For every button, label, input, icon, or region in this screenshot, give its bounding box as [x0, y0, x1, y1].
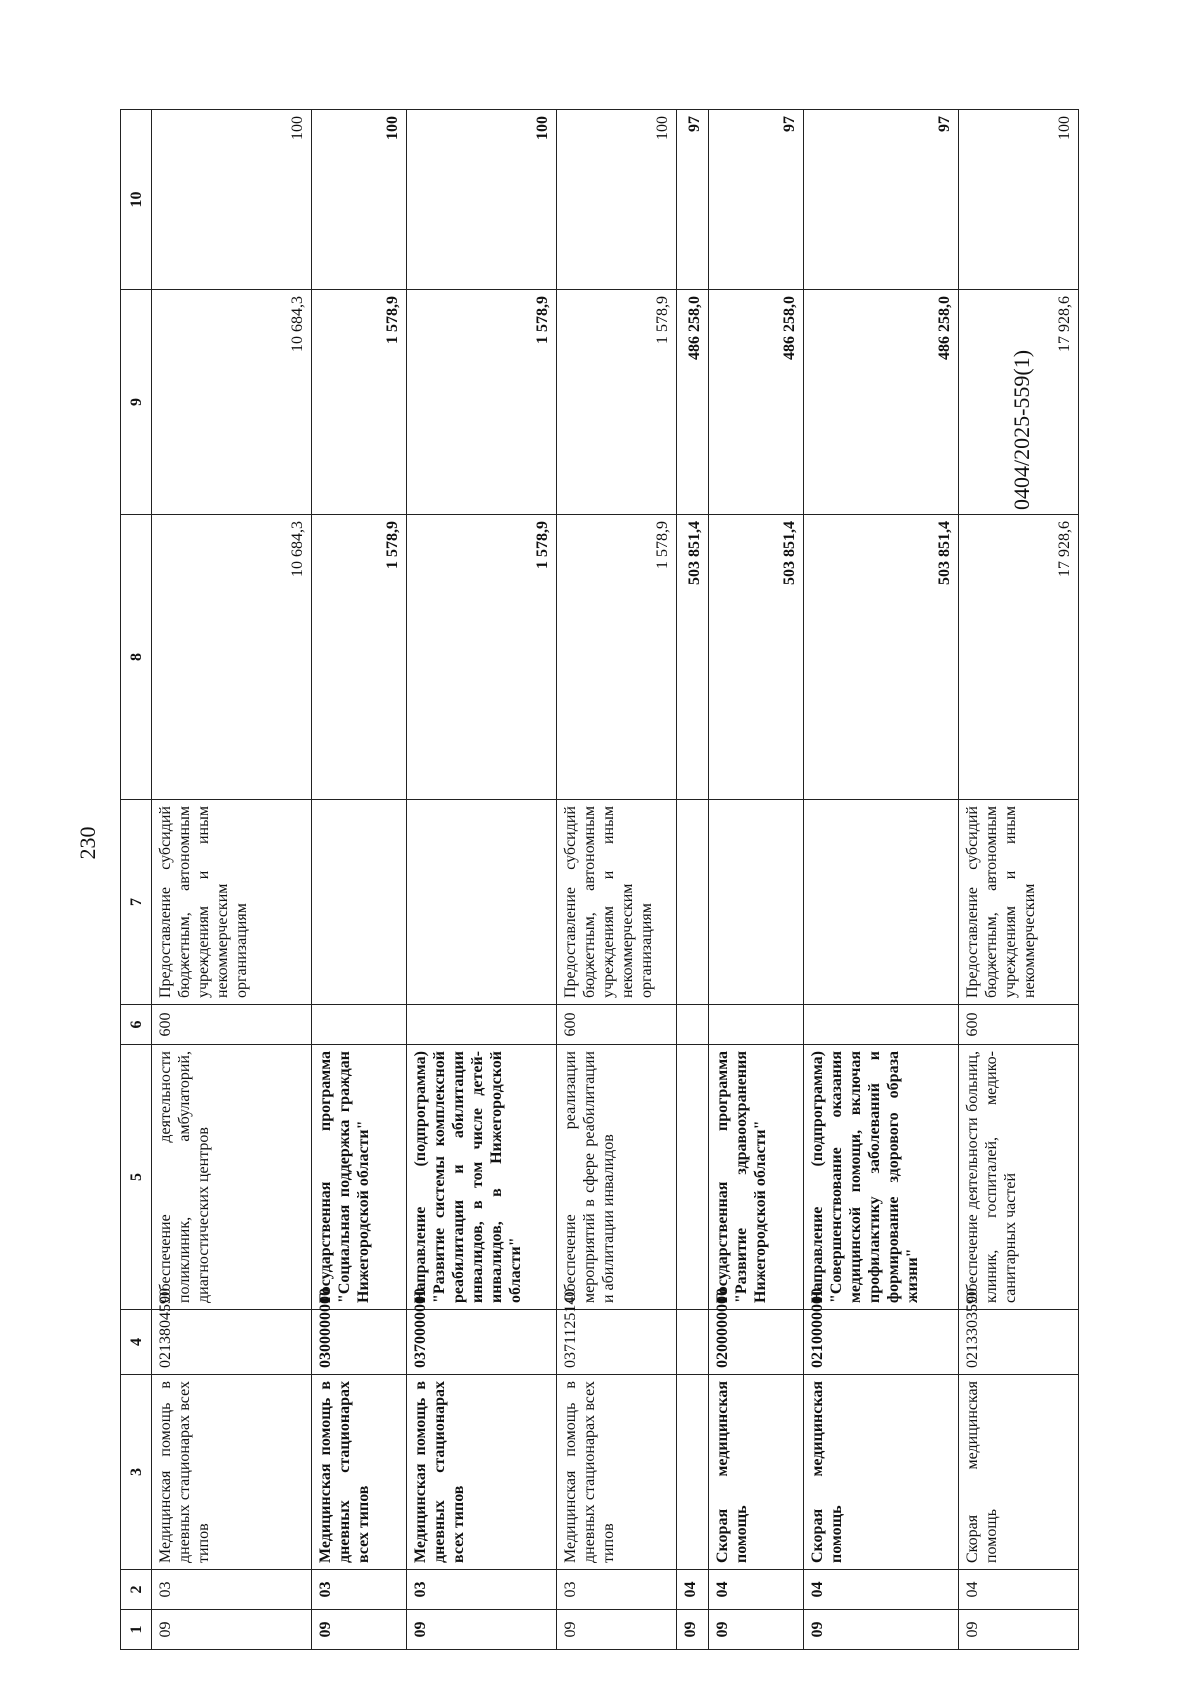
subsection-cell: 03	[152, 1570, 312, 1610]
header-cell: 1	[121, 1610, 152, 1650]
subsection-name-cell: Скорая медицинская помощь	[959, 1375, 1079, 1570]
header-cell: 9	[121, 290, 152, 515]
table-row	[407, 110, 557, 1650]
table-row	[152, 110, 312, 1650]
subsection-name-cell: Медицинская помощь в дневных стационарах всех типов	[312, 1375, 407, 1570]
expense-type-name-cell	[407, 800, 557, 1005]
header-cell: 10	[121, 110, 152, 290]
article-name-cell: Государственная программа "Социальная поддержка граждан Нижегородской области"	[312, 1045, 407, 1310]
expense-type-name-cell	[312, 800, 407, 1005]
header-cell: 4	[121, 1310, 152, 1375]
target-article-cell: 0213804590	[152, 1310, 312, 1375]
executed-amount-cell: 486 258,0	[709, 290, 804, 515]
percent-cell: 100	[407, 110, 557, 290]
expense-type-cell	[677, 1005, 709, 1045]
subsection-name-cell: Медицинская помощь в дневных стационарах всех типов	[407, 1375, 557, 1570]
planned-amount-cell: 1 578,9	[312, 515, 407, 800]
expense-type-cell: 600	[152, 1005, 312, 1045]
subsection-cell: 03	[312, 1570, 407, 1610]
expense-type-cell	[709, 1005, 804, 1045]
executed-amount-cell: 1 578,9	[312, 290, 407, 515]
percent-cell: 97	[709, 110, 804, 290]
section-cell: 09	[557, 1610, 677, 1650]
executed-amount-cell: 1 578,9	[407, 290, 557, 515]
target-article-cell: 0200000000	[709, 1310, 804, 1375]
header-cell: 7	[121, 800, 152, 1005]
table-row	[959, 110, 1079, 1650]
target-article-cell: 0300000000	[312, 1310, 407, 1375]
expense-type-name-cell	[804, 800, 959, 1005]
subsection-name-cell: Скорая медицинская помощь	[709, 1375, 804, 1570]
target-article-cell: 0370000000	[407, 1310, 557, 1375]
table-row	[312, 110, 407, 1650]
article-name-cell: Направление (подпрограмма) "Развитие системы комплексной реабилитации и абилитации инвалидов, в том числе детей-инвалидов, в Нижегородской области"	[407, 1045, 557, 1310]
section-cell: 09	[407, 1610, 557, 1650]
section-cell: 09	[959, 1610, 1079, 1650]
subsection-cell: 04	[677, 1570, 709, 1610]
percent-cell: 97	[804, 110, 959, 290]
header-cell: 3	[121, 1375, 152, 1570]
executed-amount-cell: 10 684,3	[152, 290, 312, 515]
budget-table-rotated	[120, 110, 1075, 1650]
executed-amount-cell: 486 258,0	[804, 290, 959, 515]
article-name-cell: Направление (подпрограмма) "Совершенствование оказания медицинской помощи, включая профилактику заболеваний и формирование здорового образа жизни"	[804, 1045, 959, 1310]
expense-type-cell	[804, 1005, 959, 1045]
section-cell: 09	[677, 1610, 709, 1650]
expense-type-name-cell	[677, 800, 709, 1005]
section-cell: 09	[312, 1610, 407, 1650]
executed-amount-cell: 1 578,9	[557, 290, 677, 515]
header-cell: 2	[121, 1570, 152, 1610]
planned-amount-cell: 1 578,9	[557, 515, 677, 800]
planned-amount-cell: 503 851,4	[709, 515, 804, 800]
percent-cell: 100	[312, 110, 407, 290]
budget-table	[120, 109, 1079, 1650]
header-row	[121, 110, 152, 1650]
section-cell: 09	[804, 1610, 959, 1650]
article-name-cell: Обеспечение деятельности больниц, клиник, госпиталей, медико-санитарных частей	[959, 1045, 1079, 1310]
planned-amount-cell: 503 851,4	[677, 515, 709, 800]
header-cell: 8	[121, 515, 152, 800]
subsection-name-cell: Скорая медицинская помощь	[804, 1375, 959, 1570]
executed-amount-cell: 17 928,6	[959, 290, 1079, 515]
target-article-cell: 0213303590	[959, 1310, 1079, 1375]
section-cell: 09	[709, 1610, 804, 1650]
expense-type-name-cell	[709, 800, 804, 1005]
planned-amount-cell: 1 578,9	[407, 515, 557, 800]
executed-amount-cell: 486 258,0	[677, 290, 709, 515]
target-article-cell: 0210000000	[804, 1310, 959, 1375]
header-cell: 5	[121, 1045, 152, 1310]
target-article-cell	[677, 1310, 709, 1375]
table-row	[709, 110, 804, 1650]
table-row	[804, 110, 959, 1650]
table-row	[677, 110, 709, 1650]
subsection-name-cell: Медицинская помощь в дневных стационарах всех типов	[152, 1375, 312, 1570]
article-name-cell: Государственная программа "Развитие здравоохранения Нижегородской области"	[709, 1045, 804, 1310]
planned-amount-cell: 10 684,3	[152, 515, 312, 800]
article-name-cell: Обеспечение реализации мероприятий в сфере реабилитации и абилитации инвалидов	[557, 1045, 677, 1310]
subsection-cell: 04	[804, 1570, 959, 1610]
document-code: 0404/2025-559(1)	[1009, 349, 1034, 511]
expense-type-name-cell: Предоставление субсидий бюджетным, автономным учреждениям и иным некоммерческим организациям	[557, 800, 677, 1005]
percent-cell: 97	[677, 110, 709, 290]
table-row	[557, 110, 677, 1650]
subsection-name-cell	[677, 1375, 709, 1570]
article-name-cell: Обеспечение деятельности поликлиник, амбулаторий, диагностических центров	[152, 1045, 312, 1310]
subsection-cell: 03	[407, 1570, 557, 1610]
subsection-cell: 04	[959, 1570, 1079, 1610]
expense-type-cell	[312, 1005, 407, 1045]
percent-cell: 100	[959, 110, 1079, 290]
expense-type-cell: 600	[557, 1005, 677, 1045]
header-cell: 6	[121, 1005, 152, 1045]
subsection-cell: 04	[709, 1570, 804, 1610]
expense-type-name-cell: Предоставление субсидий бюджетным, автономным учреждениям и иным некоммерческим организациям	[152, 800, 312, 1005]
subsection-cell: 03	[557, 1570, 677, 1610]
planned-amount-cell: 503 851,4	[804, 515, 959, 800]
percent-cell: 100	[557, 110, 677, 290]
target-article-cell: 0371125140	[557, 1310, 677, 1375]
expense-type-cell	[407, 1005, 557, 1045]
page-number: 230	[75, 826, 100, 860]
percent-cell: 100	[152, 110, 312, 290]
planned-amount-cell: 17 928,6	[959, 515, 1079, 800]
section-cell: 09	[152, 1610, 312, 1650]
subsection-name-cell: Медицинская помощь в дневных стационарах всех типов	[557, 1375, 677, 1570]
expense-type-cell: 600	[959, 1005, 1079, 1045]
expense-type-name-cell: Предоставление субсидий бюджетным, автономным учреждениям и иным некоммерческим	[959, 800, 1079, 1005]
article-name-cell	[677, 1045, 709, 1310]
